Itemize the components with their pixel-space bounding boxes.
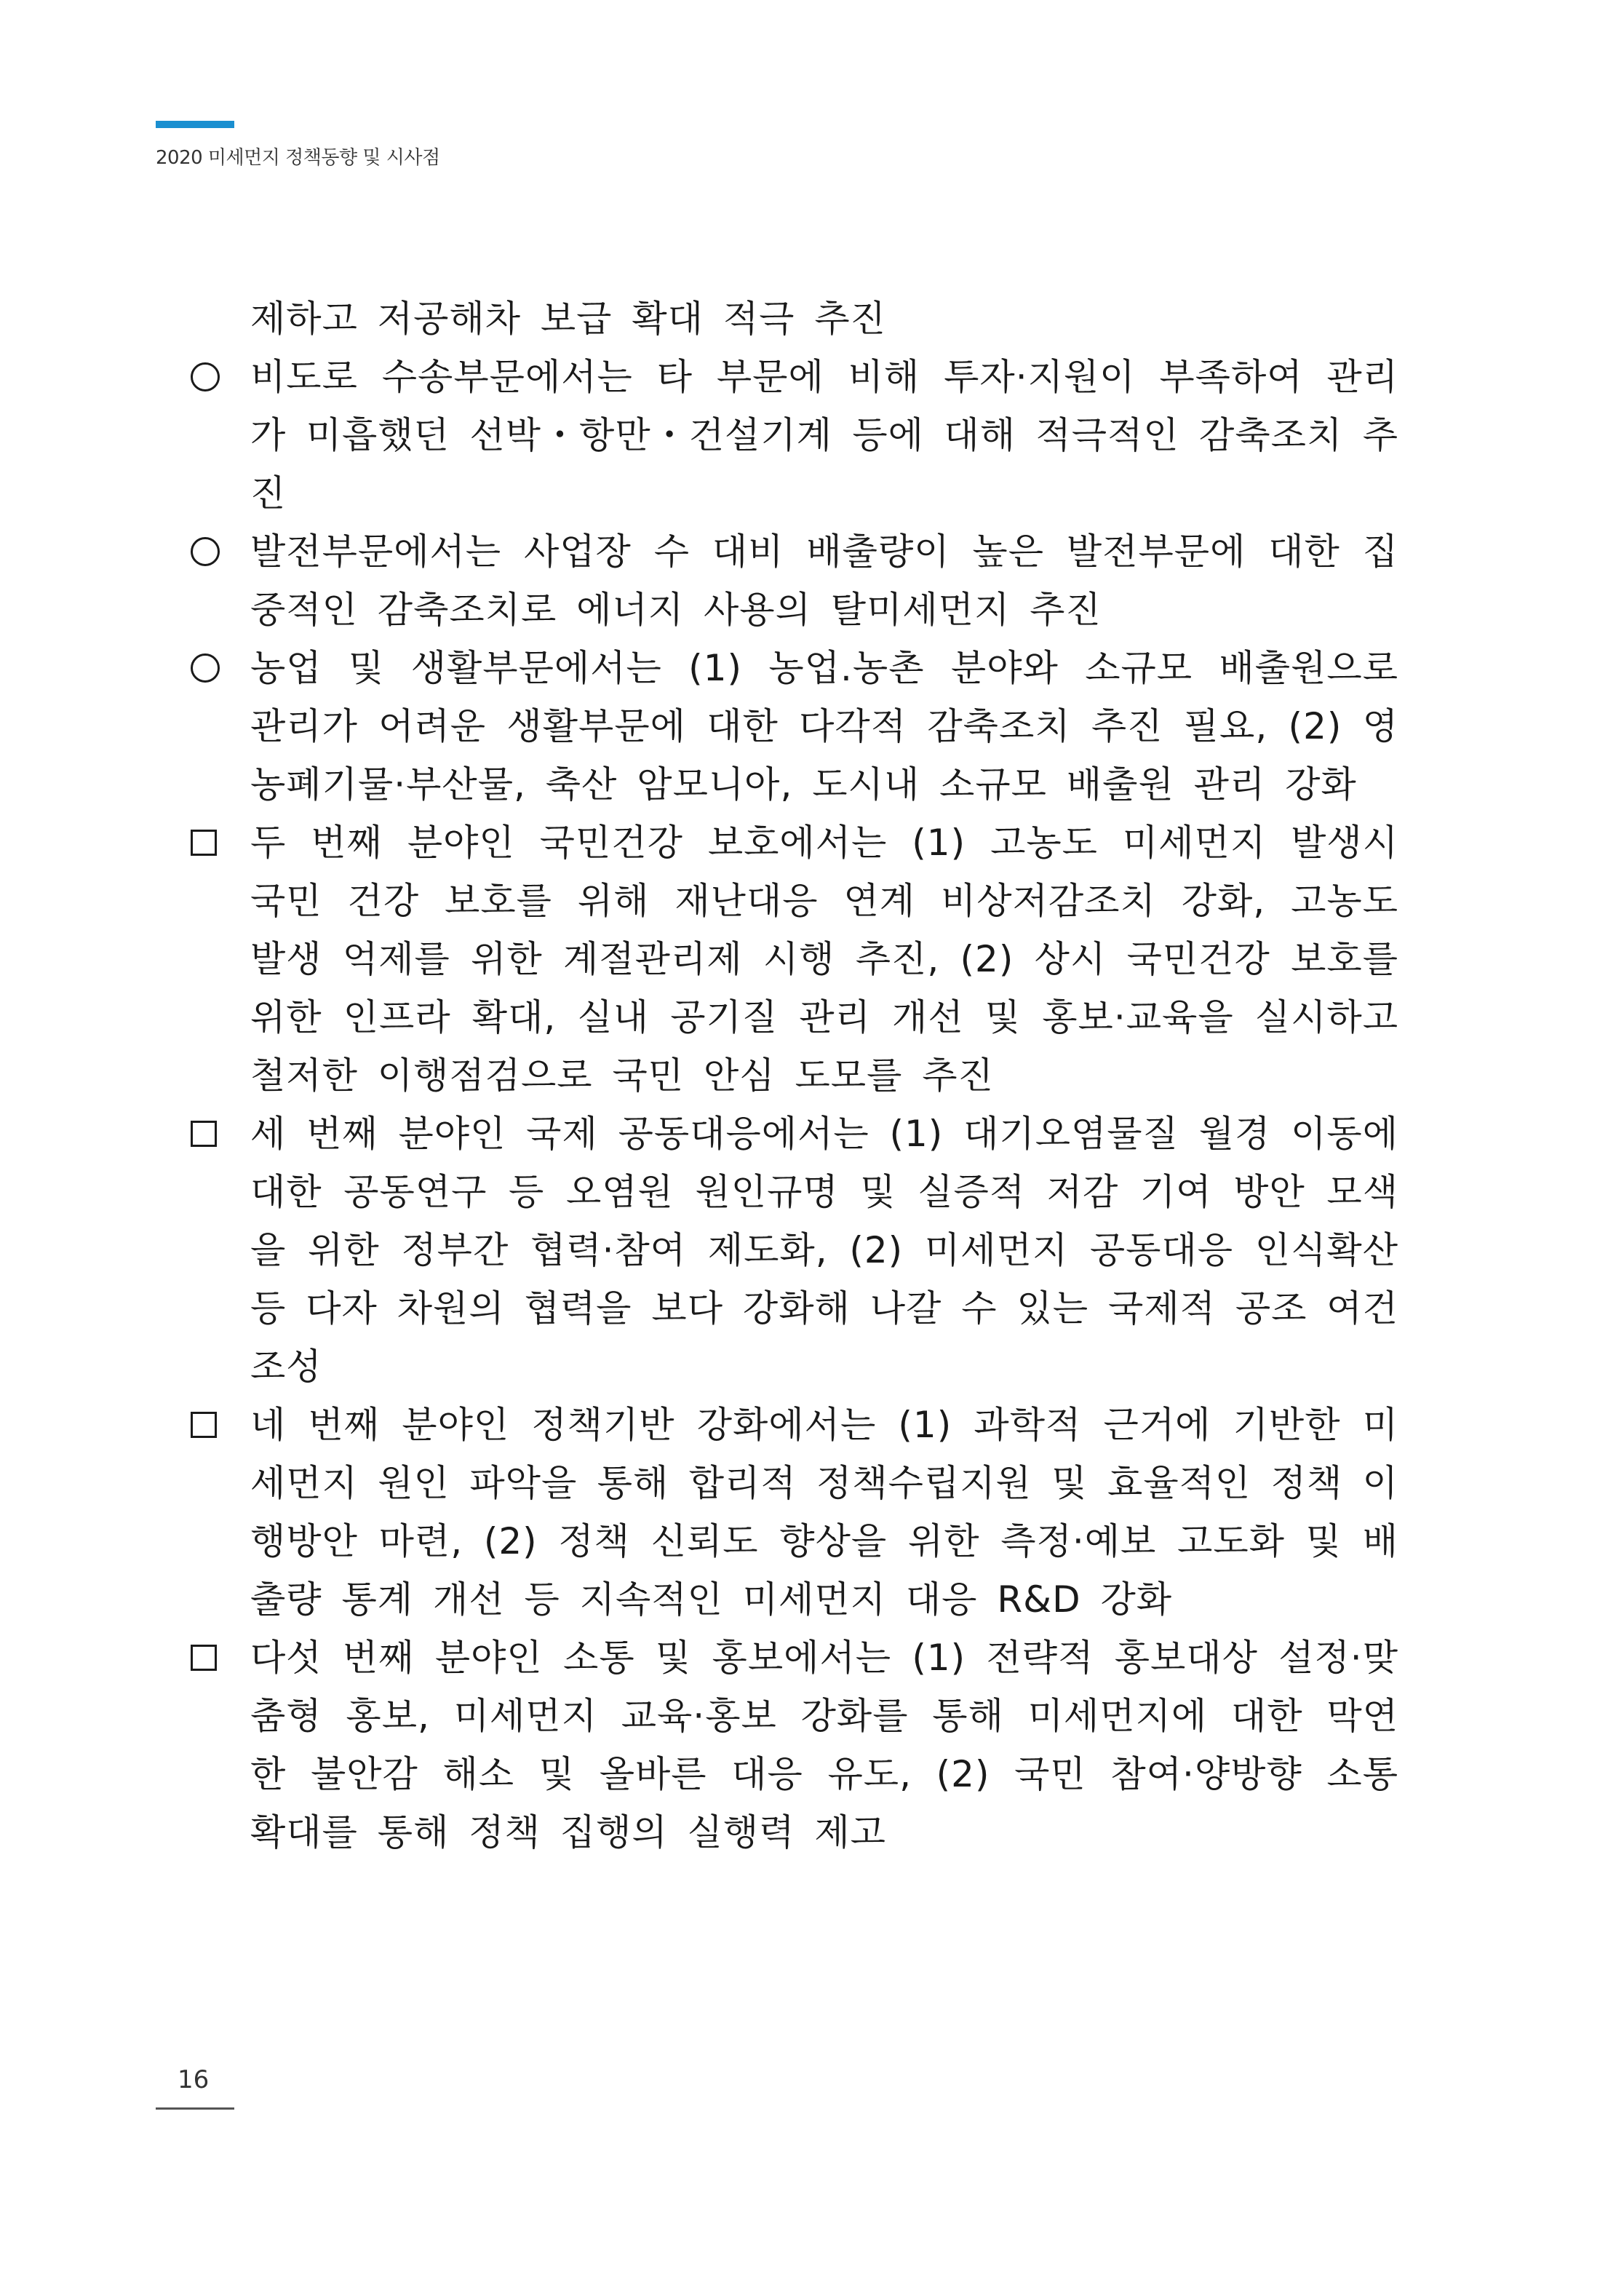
list-item	[191, 348, 1398, 522]
list-item	[191, 1396, 1398, 1629]
list-item	[191, 522, 1398, 639]
document-body	[191, 290, 1398, 1861]
square-bullet-icon	[191, 814, 234, 872]
list-item-text: 다섯 번째 분야인 소통 및 홍보에서는 (1) 전략적 홍보대상 설정·맞춤형 홍보, 미세먼지 교육·홍보 강화를 통해 미세먼지에 대한 막연한 불안감 해소 및 올바른 대응 유도, (2) 국민 참여·양방향 소통 확대를 통해 정책 집행의 실행력 제고	[250, 1637, 1398, 1853]
list-item	[191, 814, 1398, 1105]
list-item-text: 비도로 수송부문에서는 타 부문에 비해 투자·지원이 부족하여 관리가 미흡했던 선박・항만・건설기계 등에 대해 적극적인 감축조치 추진	[250, 356, 1398, 514]
list-item-text: 농업 및 생활부문에서는 (1) 농업.농촌 분야와 소규모 배출원으로 관리가 어려운 생활부문에 대한 다각적 감축조치 추진 필요, (2) 영농폐기물·부산물, 축산 암모니아, 도시내 소규모 배출원 관리 강화	[250, 647, 1398, 806]
list-item-text: 제하고 저공해차 보급 확대 적극 추진	[250, 298, 886, 340]
circle-bullet-icon	[191, 639, 234, 697]
list-item	[191, 290, 1398, 348]
page-number: 16	[178, 2065, 210, 2094]
list-item-text: 발전부문에서는 사업장 수 대비 배출량이 높은 발전부문에 대한 집중적인 감축조치로 에너지 사용의 탈미세먼지 추진	[250, 531, 1398, 631]
list-item	[191, 1629, 1398, 1861]
running-title: 2020 미세먼지 정책동향 및 시사점	[156, 147, 440, 169]
square-bullet-icon	[191, 1629, 234, 1687]
list-item-text: 세 번째 분야인 국제 공동대응에서는 (1) 대기오염물질 월경 이동에 대한 공동연구 등 오염원 원인규명 및 실증적 저감 기여 방안 모색을 위한 정부간 협력·참여 제도화, (2) 미세먼지 공동대응 인식확산 등 다자 차원의 협력을 보다 강화해 나갈 수 있는 국제적 공조 여건 조성	[250, 1113, 1398, 1388]
circle-bullet-icon	[191, 522, 234, 581]
list-item-text: 네 번째 분야인 정책기반 강화에서는 (1) 과학적 근거에 기반한 미세먼지 원인 파악을 통해 합리적 정책수립지원 및 효율적인 정책 이행방안 마련, (2) 정책 신뢰도 향상을 위한 측정·예보 고도화 및 배출량 통계 개선 등 지속적인 미세먼지 대응 R&D 강화	[250, 1404, 1398, 1621]
square-bullet-icon	[191, 1396, 234, 1454]
square-bullet-icon	[191, 1105, 234, 1163]
list-item	[191, 1105, 1398, 1396]
circle-bullet-icon	[191, 348, 234, 406]
list-item-text: 두 번째 분야인 국민건강 보호에서는 (1) 고농도 미세먼지 발생시 국민 건강 보호를 위해 재난대응 연계 비상저감조치 강화, 고농도 발생 억제를 위한 계절관리제 시행 추진, (2) 상시 국민건강 보호를 위한 인프라 확대, 실내 공기질 관리 개선 및 홍보·교육을 실시하고 철저한 이행점검으로 국민 안심 도모를 추진	[250, 822, 1398, 1097]
list-item	[191, 639, 1398, 814]
header-accent-bar	[156, 121, 234, 128]
footer-rule	[156, 2107, 234, 2110]
